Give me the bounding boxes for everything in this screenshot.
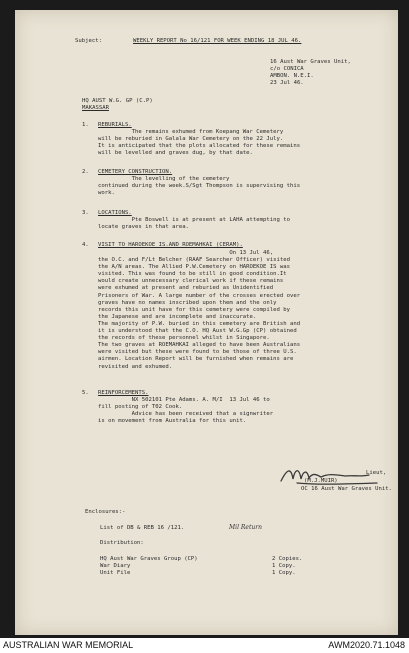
section-1-number: 1. [82, 122, 89, 128]
subject-text: WEEKLY REPORT No 16/121 FOR WEEK ENDING 18 JUL 46. [133, 38, 302, 44]
distribution-label: Distribution: [100, 540, 144, 546]
letter-date: 23 Jul 46. [270, 80, 304, 86]
section-2-number: 2. [82, 169, 89, 175]
enclosure-handwritten-note: Mil Return [229, 524, 262, 531]
footer-institution: AUSTRALIAN WAR MEMORIAL [3, 640, 134, 650]
section-1-heading: REBURIALS. [98, 122, 132, 128]
section-5-body: NX 502101 Pte Adams. A. M/I 13 Jul 46 to fill posting of T02 Cook. Advice has been received that a signwriter is on movement from Australia for this unit. [98, 397, 274, 425]
enclosures-label: Enclosures:- [85, 509, 126, 515]
section-3-number: 3. [82, 210, 89, 216]
addressee-line-2: MAKASSAR [82, 105, 109, 111]
addressee-line-1: HQ AUST W.G. GP (C.P) [82, 98, 153, 104]
section-2-body: The levelling of the cemetery continued during the week.S/Sgt Thompson is supervising this work. [98, 176, 301, 197]
signature-rank: Lieut, [366, 470, 387, 476]
distribution-copies: 1 Copy. [272, 570, 296, 576]
section-5-heading: REINFORCEMENTS. [98, 390, 149, 396]
section-3-body: Pte Boswell is at present at LAHA attempting to locate graves in that area. [98, 217, 290, 231]
subject-label: Subject: [75, 38, 102, 44]
section-1-body: The remains exhumed from Koepang War Cemetery will be reburied in Galala War Cemetery on the 22 July. It is anticipated that the plots allocated for these remains will be levelled and graves dug, by that date. [98, 129, 301, 157]
section-2-heading: CEMETERY CONSTRUCTION. [98, 169, 173, 175]
signature-title: OC 16 Aust War Graves Unit. [301, 486, 392, 492]
section-5-number: 5. [82, 390, 89, 396]
section-4-heading: VISIT TO HAROEKOE IS.AND ROEMAHKAI (CERAM). [98, 242, 243, 248]
distribution-recipient: War Diary [100, 563, 131, 569]
sender-location: AMBON. N.E.I. [270, 73, 314, 79]
distribution-recipient: HQ Aust War Graves Group (CP) [100, 556, 198, 562]
enclosure-item: List of DB & REB 16 /121. [100, 525, 185, 531]
section-4-number: 4. [82, 242, 89, 248]
distribution-recipient: Unit File [100, 570, 131, 576]
section-3-heading: LOCATIONS. [98, 210, 132, 216]
archive-footer [0, 638, 409, 653]
section-4-body: On 13 Jul 46, the O.C. and F/Lt Belcher (RAAF Searcher Officer) visited the A/N areas. The Allied P.W.Cemetery on HAROEKOE IS was visited. This was found to be still in good condition.It would create unnecessary clerical work if these remains were exhumed at present and reburied as Unidentified Prisoners of War. A large number of the crosses erected over graves have no names inscribed upon them and the only records this unit have for this cemetery were compiled by the Japanese and are incomplete and inaccurate. The majority of P.W. buried in this cemetery are British and it is understood that the C.O. HQ Aust W.G.Gp (CP) obtained the records of these personnel whilst in Singapore. The two graves at ROEMAHKAI alleged to have been Australians were visited but these were found to be those of three U.S. airmen. Location Report will be furnished when remains are revisited and exhumed. [98, 250, 301, 370]
sender-care-of: c/o CONICA [270, 66, 304, 72]
document-page [15, 10, 398, 635]
signature-name: (M.J.MUIR) [304, 478, 338, 484]
distribution-copies: 1 Copy. [272, 563, 296, 569]
footer-accession-number: AWM2020.71.1048 [328, 640, 405, 650]
sender-unit: 16 Aust War Graves Unit, [270, 59, 351, 65]
distribution-copies: 2 Copies. [272, 556, 303, 562]
